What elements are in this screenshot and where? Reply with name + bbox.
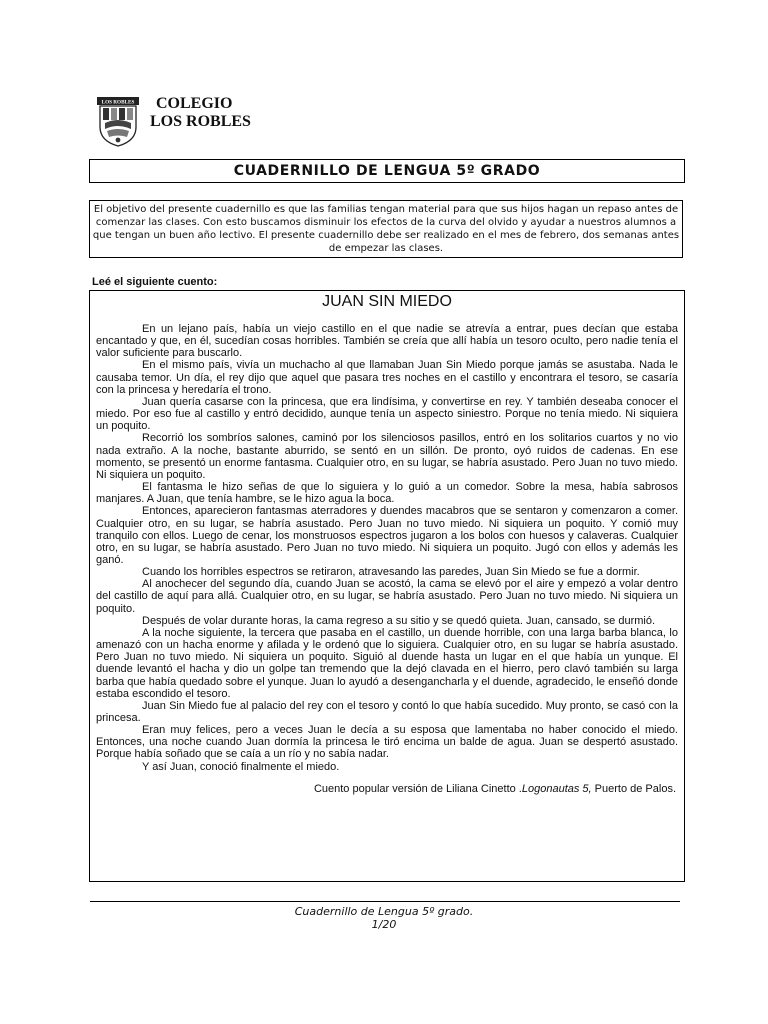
story-paragraph: En un lejano país, había un viejo castillo en el que nadie se atrevía a entrar, pues decían que estaba encantado y que, en él, sucedían cosas horribles. También se creía que allí había un tesoro oculto, pero nadie tenía el valor suficiente para buscarlo.	[96, 323, 678, 360]
credit-suffix: Puerto de Palos.	[591, 782, 676, 795]
logo-banner-text: LOS ROBLES	[101, 99, 135, 106]
story-paragraph: Eran muy felices, pero a veces Juan le decía a su esposa que lamentaba no haber conocido el miedo. Entonces, una noche cuando Juan dormía la princesa le tiró encima un balde de agua. Juan se despertó asustado. Porque había soñado que se caía a un río y no sabía nadar.	[96, 724, 678, 761]
story-paragraph: En el mismo país, vivía un muchacho al que llamaban Juan Sin Miedo porque jamás se asustaba. Nada le causaba temor. Un día, el rey dijo que aquel que pasara tres noches en el castillo y encontrara el tesoro, se casaría con la princesa y heredaría el trono.	[96, 359, 678, 396]
story-paragraph: Después de volar durante horas, la cama regreso a su sitio y se quedó quieta. Juan, cansado, se durmió.	[142, 614, 656, 627]
story-title: JUAN SIN MIEDO	[322, 293, 452, 310]
story-paragraph: Cuando los horribles espectros se retiraron, atravesando las paredes, Juan Sin Miedo se fue a dormir.	[142, 566, 640, 579]
school-name	[150, 95, 251, 131]
story-paragraph: Recorrió los sombríos salones, caminó por los silenciosos pasillos, entró en los solitarios cuartos y no vio nada extraño. A la noche, bastante aburrido, se sentó en un sillón. De pronto, oyó ruidos de cadenas. En ese momento, se presentó un enorme fantasma. Cualquier otro, en su lugar, se habría asustado. Pero Juan no tuvo miedo. Ni siquiera un poquito.	[96, 432, 678, 481]
credit-book: Logonautas 5,	[521, 782, 592, 795]
document-title: CUADERNILLO DE LENGUA 5º GRADO	[89, 159, 685, 183]
reading-instruction: Leé el siguiente cuento:	[92, 276, 218, 288]
story-box	[89, 290, 685, 882]
credit-prefix: Cuento popular versión de Liliana Cinetto .	[313, 782, 522, 795]
story-paragraph: El fantasma le hizo señas de que lo siguiera y lo guió a un comedor. Sobre la mesa, había sabrosos manjares. A Juan, que tenía hambre, se le hizo agua la boca.	[96, 481, 678, 506]
story-paragraph: Entonces, aparecieron fantasmas aterradores y duendes macabros que se sentaron y comenzaron a comer. Cualquier otro, en su lugar, se habría asustado. Pero Juan no tuvo miedo. Ni siquiera un poquito. Y comió muy tranquilo con ellos. Luego de cenar, los monstruosos espectros jugaron a los bolos con huesos y calaveras. Cualquier otro, en su lugar, se habría asustado. Pero Juan no tuvo miedo. Ni siquiera un poquito. Jugó con ellos y además les ganó.	[96, 505, 678, 566]
school-logo	[97, 97, 139, 147]
school-name-line2: LOS ROBLES	[150, 113, 251, 130]
footer-title: Cuadernillo de Lengua 5º grado.	[294, 905, 474, 918]
story-paragraph: A la noche siguiente, la tercera que pasaba en el castillo, un duende horrible, con una larga barba blanca, lo amenazó con un hacha enorme y afilada y le ordenó que lo siguiera. Cualquier otro, en su lugar se habría asustado. Pero Juan no tuvo miedo. Ni siquiera un poquito. Siguió al duende hasta un lugar en el que había un yunque. El duende levantó el hacha y dio un golpe tan tremendo que la dejó clavada en el hierro, pero clavó también su larga barba que había quedado sobre el yunque. Juan lo ayudó a desengancharla y el duende, agradecido, le enseñó donde estaba escondido el tesoro.	[96, 626, 678, 700]
story-paragraph: Juan Sin Miedo fue al palacio del rey con el tesoro y contó lo que había sucedido. Muy pronto, se casó con la princesa.	[96, 699, 678, 724]
page-number: 1/20	[371, 918, 397, 931]
story-credit	[96, 783, 678, 795]
school-name-line1: COLEGIO	[156, 95, 233, 112]
story-paragraph: Al anochecer del segundo día, cuando Juan se acostó, la cama se elevó por el aire y empezó a volar dentro del castillo de aquí para allá. Cualquier otro, en su lugar, se habría asustado. Pero Juan no tuvo miedo. Ni siquiera un poquito.	[96, 578, 678, 615]
footer-divider	[90, 901, 680, 902]
story-paragraph: Juan quería casarse con la princesa, que era lindísima, y convertirse en rey. Y también deseaba conocer el miedo. Por eso fue al castillo y entró decidido, aunque tenía un aspecto siniestro. Porque no tenía miedo. Ni siquiera un poquito.	[96, 395, 678, 433]
intro-box	[89, 200, 683, 258]
story-paragraph: Y así Juan, conoció finalmente el miedo.	[142, 760, 340, 773]
intro-text: El objetivo del presente cuadernillo es que las familias tengan material para que sus hijos hagan un repaso antes de comenzar las clases. Con esto buscamos disminuir los efectos de la curva del olvido y ayudar a nuestros alumnos a que tengan un buen año lectivo. El presente cuadernillo debe ser realizado en el mes de febrero, dos semanas antes de empezar las clases.	[92, 204, 680, 254]
